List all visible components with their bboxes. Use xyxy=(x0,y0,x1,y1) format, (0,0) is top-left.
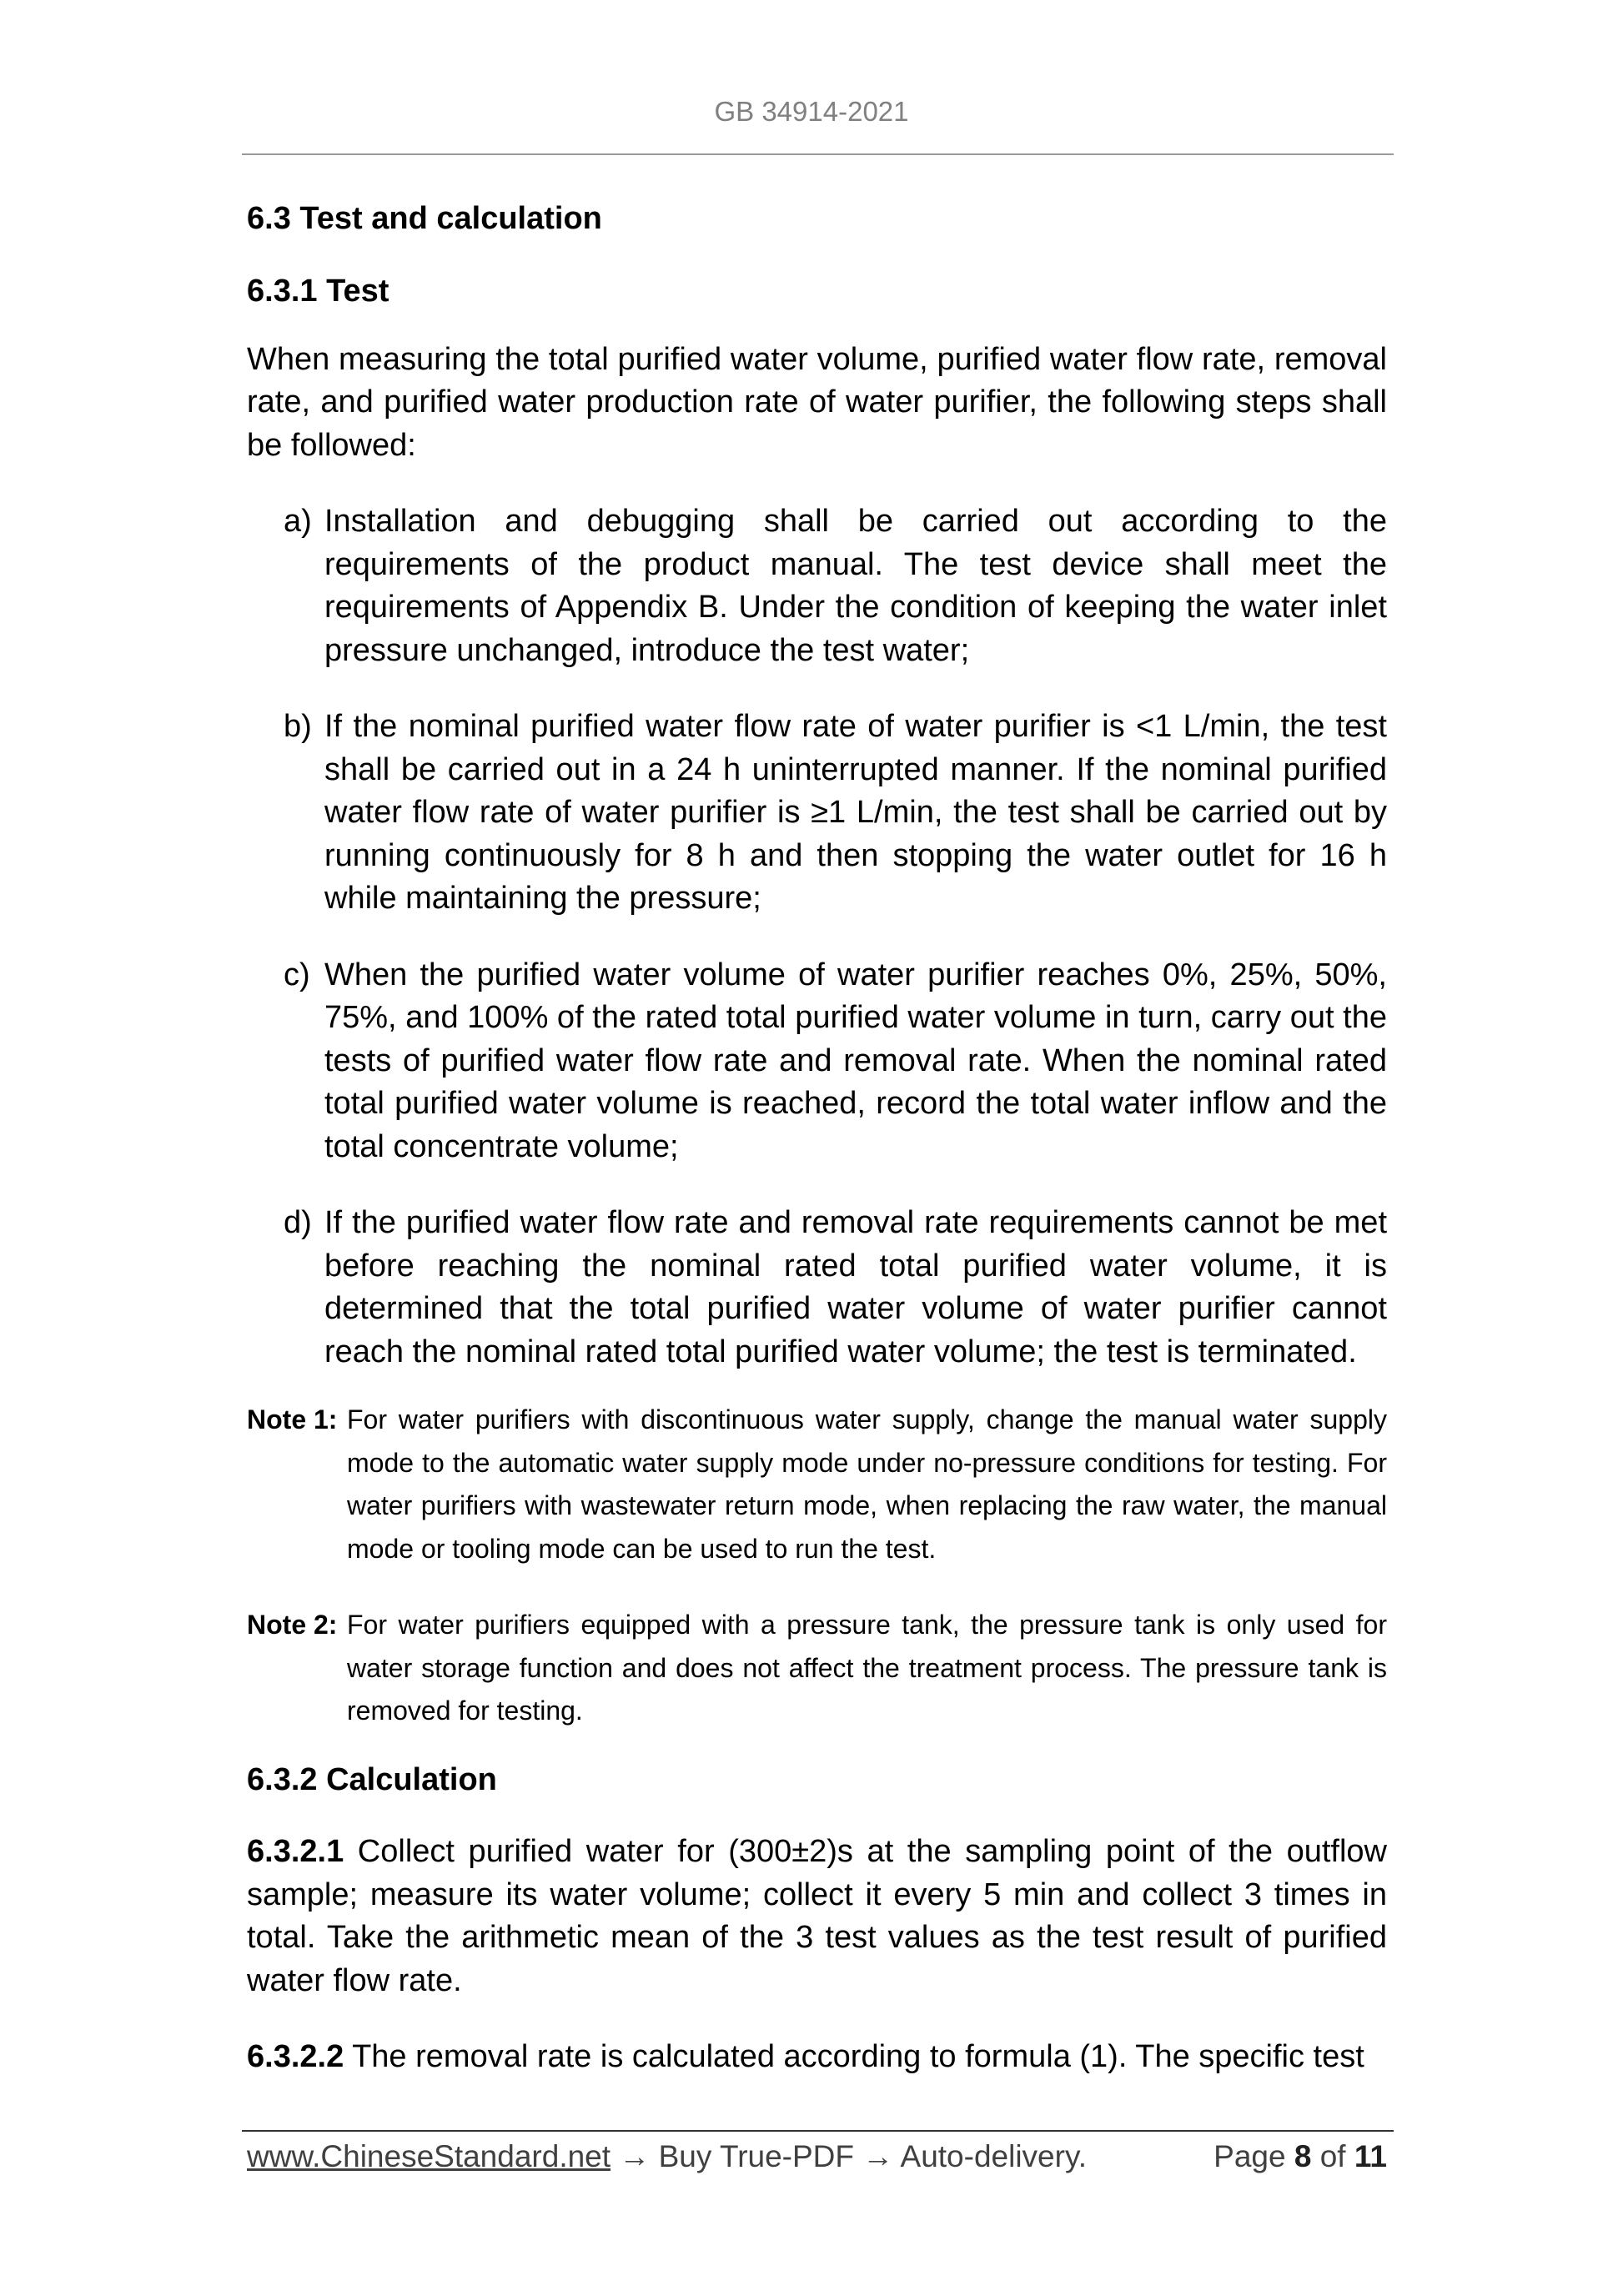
header-divider xyxy=(242,153,1394,155)
calculation-heading: 6.3.2 Calculation xyxy=(247,1761,497,1797)
list-item xyxy=(247,1202,1387,1374)
footer-promo-text: → Buy True-PDF → Auto-delivery. xyxy=(611,2139,1087,2173)
subsection-heading: 6.3.1 Test xyxy=(247,274,389,309)
intro-paragraph: When measuring the total purified water volume, purified water flow rate, removal rate, and purified water production rate of water purifier, the following steps shall be followed: xyxy=(247,341,1387,463)
doc-id-header: GB 34914-2021 xyxy=(714,96,909,127)
list-item xyxy=(247,954,1387,1169)
footer-promo xyxy=(247,2139,1087,2174)
page-total: 11 xyxy=(1354,2139,1387,2173)
clause-number: 6.3.2.2 xyxy=(247,2039,344,2075)
list-item-label: d) xyxy=(284,1205,312,1241)
clause-text: The removal rate is calculated according to formula (1). The specific test xyxy=(344,2039,1364,2075)
note-1 xyxy=(247,1399,1387,1570)
page-word: Page xyxy=(1213,2139,1286,2173)
footer-divider xyxy=(242,2130,1394,2132)
note-text: For water purifiers with discontinuous water supply, change the manual water supply mode to the automatic water supply mode under no-pressure conditions for testing. For water purifiers with wastewater return mode, when replacing the raw water, the manual mode or tooling mode can be used to run the test. xyxy=(347,1404,1387,1564)
list-item xyxy=(247,706,1387,921)
section-heading: 6.3 Test and calculation xyxy=(247,201,602,236)
note-label: Note 2: xyxy=(247,1610,338,1640)
list-item-text: Installation and debugging shall be carried out according to the requirements of the product manual. The test device shall meet the requirements of Appendix B. Under the condition of keeping the water inlet pressure unchanged, introduce the test water; xyxy=(324,504,1387,668)
clause-text: Collect purified water for (300±2)s at the sampling point of the outflow sample; measure its water volume; collect it every 5 min and collect 3 times in total. Take the arithmetic mean of the 3 test values as the test result of purified water flow rate. xyxy=(247,1834,1387,1998)
website-link[interactable]: www.ChineseStandard.net xyxy=(247,2139,611,2173)
list-item xyxy=(247,500,1387,672)
note-text: For water purifiers equipped with a pressure tank, the pressure tank is only used for water storage function and does not affect the treatment process. The pressure tank is removed for testing. xyxy=(347,1610,1387,1726)
list-item-text: When the purified water volume of water purifier reaches 0%, 25%, 50%, 75%, and 100% of the rated total purified water volume in turn, carry out the tests of purified water flow rate and removal rate. When the nominal rated total purified water volume is reached, record the total water inflow and the total concentrate volume; xyxy=(324,957,1387,1164)
clause-paragraph xyxy=(247,2036,1387,2079)
page-number: 8 xyxy=(1294,2139,1312,2173)
clause-number: 6.3.2.1 xyxy=(247,1834,344,1870)
note-2 xyxy=(247,1604,1387,1733)
list-item-text: If the nominal purified water flow rate of water purifier is <1 L/min, the test shall be carried out in a 24 h uninterrupted manner. If the nominal purified water flow rate of water purifier is ≥1 L/min, the test shall be carried out by running continuously for 8 h and then stopping the water outlet for 16 h while maintaining the pressure; xyxy=(324,709,1387,917)
note-label: Note 1: xyxy=(247,1404,338,1435)
page-footer xyxy=(247,2139,1387,2174)
list-item-label: a) xyxy=(284,504,312,540)
list-item-label: b) xyxy=(284,709,312,745)
page-content xyxy=(247,198,1387,2079)
of-word: of xyxy=(1319,2139,1346,2173)
page-indicator xyxy=(1213,2139,1387,2174)
clause-paragraph xyxy=(247,1831,1387,2002)
list-item-label: c) xyxy=(284,957,310,992)
list-item-text: If the purified water flow rate and removal rate requirements cannot be met before reaching the nominal rated total purified water volume, it is determined that the total purified water volume of water purifier cannot reach the nominal rated total purified water volume; the test is terminated. xyxy=(324,1205,1387,1369)
